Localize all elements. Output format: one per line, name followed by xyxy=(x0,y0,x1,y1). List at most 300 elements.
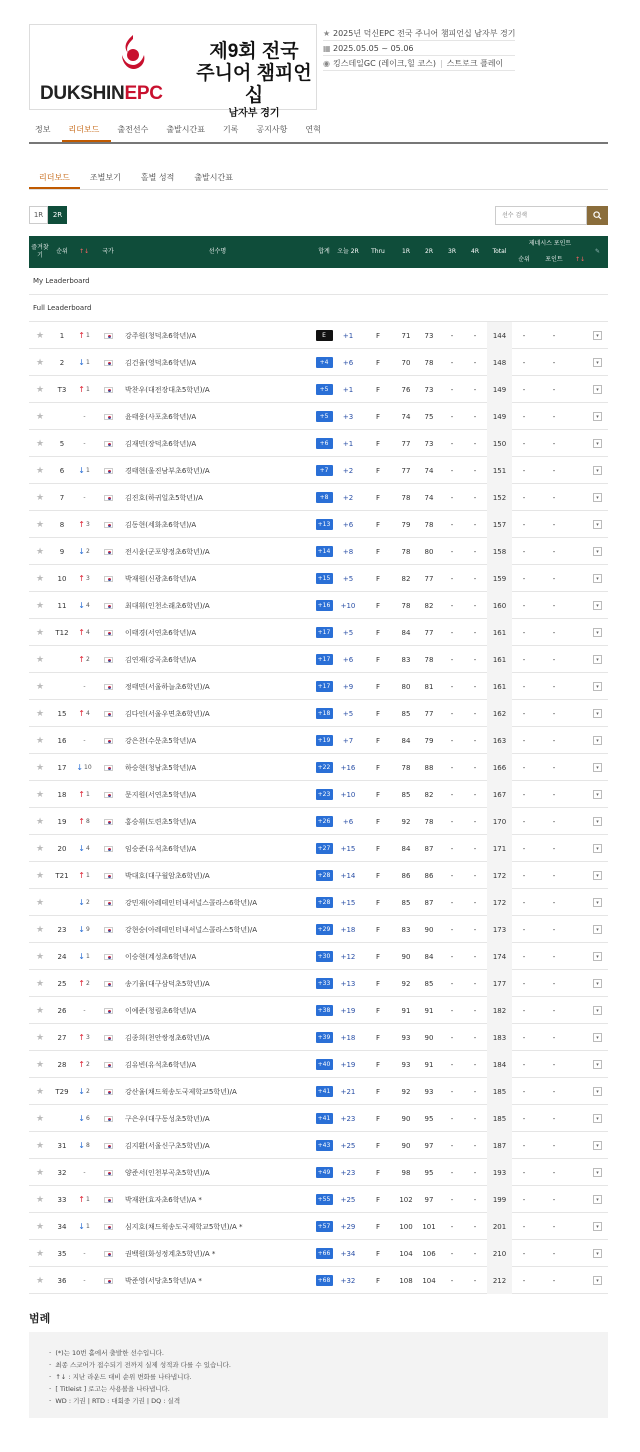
table-row xyxy=(29,430,608,457)
expand-button[interactable]: ▾ xyxy=(593,1033,602,1042)
player-name[interactable]: 하승현(청남초5학년)/A xyxy=(125,763,197,772)
expand-cell xyxy=(587,700,608,727)
player-name[interactable]: 강산율(채드윅송도국제학교5학년)/A xyxy=(125,1087,237,1096)
position-cell: 16 xyxy=(57,736,67,745)
score-badge: +8 xyxy=(316,492,333,503)
favorite-cell[interactable] xyxy=(29,484,51,511)
star-icon[interactable]: ★ xyxy=(35,1086,45,1097)
total-par-cell xyxy=(314,322,334,349)
move-cell xyxy=(73,619,95,646)
grank-cell: - xyxy=(522,358,526,367)
total-par-cell xyxy=(314,970,334,997)
favorite-cell[interactable] xyxy=(29,727,51,754)
expand-button[interactable]: ▾ xyxy=(593,871,602,880)
arrow-down-icon: ↓ xyxy=(78,925,85,934)
star-icon[interactable]: ★ xyxy=(35,546,45,557)
star-icon[interactable]: ★ xyxy=(35,708,45,719)
tournament-logo xyxy=(29,24,317,119)
player-name[interactable]: 김지환(서울신구초5학년)/A xyxy=(125,1141,210,1150)
player-name[interactable]: 김연재(강곡초6학년)/A xyxy=(125,655,197,664)
expand-cell xyxy=(587,592,608,619)
r4-cell: - xyxy=(473,1195,477,1204)
favorite-cell[interactable] xyxy=(29,1051,51,1078)
grank-cell: - xyxy=(522,574,526,583)
nation-cell xyxy=(95,700,121,727)
star-icon[interactable]: ★ xyxy=(35,924,45,935)
star-icon[interactable]: ★ xyxy=(35,1248,45,1259)
star-icon[interactable]: ★ xyxy=(35,627,45,638)
gpts-cell: - xyxy=(552,871,556,880)
today-score: +13 xyxy=(340,979,356,988)
search-input[interactable] xyxy=(495,206,587,225)
expand-button[interactable]: ▾ xyxy=(593,817,602,826)
total-cell: 161 xyxy=(492,628,507,637)
main-tab-2[interactable]: 출전선수 xyxy=(117,125,149,134)
nation-cell xyxy=(95,1051,121,1078)
r1-cell: 76 xyxy=(401,385,411,394)
today-score: +6 xyxy=(342,817,354,826)
position-cell: 31 xyxy=(57,1141,67,1150)
total-par-cell xyxy=(314,727,334,754)
r3-cell: - xyxy=(450,1033,454,1042)
player-name[interactable]: 강민재(아레테인터내셔널스콜라스6학년)/A xyxy=(125,898,258,907)
sub-tab-0[interactable]: 리더보드 xyxy=(29,168,80,189)
favorite-cell[interactable] xyxy=(29,673,51,700)
score-badge: +6 xyxy=(316,438,333,449)
move-cell xyxy=(73,511,95,538)
gpts-cell: - xyxy=(552,844,556,853)
player-name[interactable]: 김동현(세화초6학년)/A xyxy=(125,520,197,529)
sub-tab-3[interactable]: 출발시간표 xyxy=(194,173,233,182)
favorite-cell[interactable] xyxy=(29,970,51,997)
star-icon[interactable]: ★ xyxy=(35,519,45,530)
player-name[interactable]: 윤태웅(사포초6학년)/A xyxy=(125,412,197,421)
r4-cell: - xyxy=(473,1141,477,1150)
star-icon[interactable]: ★ xyxy=(35,600,45,611)
grank-cell: - xyxy=(522,628,526,637)
star-icon[interactable]: ★ xyxy=(35,438,45,449)
star-icon[interactable]: ★ xyxy=(35,978,45,989)
r2-cell: 90 xyxy=(424,925,434,934)
gpts-cell: - xyxy=(552,655,556,664)
expand-button[interactable]: ▾ xyxy=(593,979,602,988)
star-icon[interactable]: ★ xyxy=(35,1221,45,1232)
r2-cell: 80 xyxy=(424,547,434,556)
player-name[interactable]: 이예준(청림초6학년)/A xyxy=(125,1006,197,1015)
table-row xyxy=(29,862,608,889)
position-cell: T12 xyxy=(55,628,69,637)
today-score: +5 xyxy=(342,574,354,583)
star-icon[interactable]: ★ xyxy=(35,870,45,881)
star-icon[interactable]: ★ xyxy=(35,411,45,422)
expand-button[interactable]: ▾ xyxy=(593,601,602,610)
total-cell: 149 xyxy=(492,412,507,421)
r1-cell: 84 xyxy=(401,628,411,637)
star-icon[interactable]: ★ xyxy=(35,1059,45,1070)
move-cell xyxy=(73,592,95,619)
star-icon[interactable]: ★ xyxy=(35,951,45,962)
round-button-2R[interactable]: 2R xyxy=(48,206,67,224)
expand-button[interactable]: ▾ xyxy=(593,1222,602,1231)
expand-button[interactable]: ▾ xyxy=(593,925,602,934)
favorite-cell[interactable] xyxy=(29,511,51,538)
favorite-cell[interactable] xyxy=(29,997,51,1024)
move-number: 1 xyxy=(85,359,90,366)
expand-button[interactable]: ▾ xyxy=(593,1087,602,1096)
r2-cell: 87 xyxy=(424,898,434,907)
main-tab-0[interactable]: 정보 xyxy=(35,125,51,134)
star-icon[interactable]: ★ xyxy=(35,384,45,395)
favorite-cell[interactable] xyxy=(29,943,51,970)
player-name[interactable]: 강주원(청덕초6학년)/A xyxy=(125,331,197,340)
thru-cell: F xyxy=(375,844,381,853)
expand-button[interactable]: ▾ xyxy=(593,1168,602,1177)
favorite-cell[interactable] xyxy=(29,376,51,403)
total-par-cell xyxy=(314,808,334,835)
r4-cell: - xyxy=(473,817,477,826)
star-icon[interactable]: ★ xyxy=(35,1032,45,1043)
favorite-cell[interactable] xyxy=(29,1267,51,1294)
total-par-cell xyxy=(314,430,334,457)
nation-cell xyxy=(95,349,121,376)
nation-cell xyxy=(95,1078,121,1105)
arrow-down-icon: ↓ xyxy=(76,763,84,772)
score-badge: +27 xyxy=(316,843,333,854)
table-row xyxy=(29,943,608,970)
favorite-cell[interactable] xyxy=(29,1159,51,1186)
grank-cell: - xyxy=(522,1222,526,1231)
total-cell: 173 xyxy=(492,925,507,934)
today-score: +23 xyxy=(340,1114,356,1123)
player-name[interactable]: 이승현(계성초6학년)/A xyxy=(125,952,197,961)
legend-item: - WD : 기권 | RTD : 대회중 기권 | DQ : 실격 xyxy=(49,1394,608,1406)
favorite-cell[interactable] xyxy=(29,403,51,430)
score-badge: +68 xyxy=(316,1275,333,1286)
score-badge: +5 xyxy=(316,411,333,422)
player-name[interactable]: 강현승(아레테인터내셔널스콜라스5학년)/A xyxy=(125,925,258,934)
favorite-cell[interactable] xyxy=(29,835,51,862)
star-icon[interactable]: ★ xyxy=(35,1194,45,1205)
favorite-cell[interactable] xyxy=(29,808,51,835)
grank-cell: - xyxy=(522,682,526,691)
favorite-cell[interactable] xyxy=(29,889,51,916)
sub-tab-2[interactable]: 홀별 성적 xyxy=(140,173,175,182)
favorite-cell[interactable] xyxy=(29,619,51,646)
thru-cell: F xyxy=(375,358,381,367)
thru-cell: F xyxy=(375,1168,381,1177)
expand-button[interactable]: ▾ xyxy=(593,1060,602,1069)
favorite-cell[interactable] xyxy=(29,646,51,673)
expand-button[interactable]: ▾ xyxy=(593,655,602,664)
table-row xyxy=(29,511,608,538)
korea-flag-icon xyxy=(104,954,113,960)
position-cell: 33 xyxy=(57,1195,67,1204)
star-icon[interactable]: ★ xyxy=(35,1005,45,1016)
player-name[interactable]: 전시윤(군포양정초6학년)/A xyxy=(125,547,210,556)
today-score: +12 xyxy=(340,952,356,961)
star-icon[interactable]: ★ xyxy=(35,1113,45,1124)
expand-button[interactable]: ▾ xyxy=(593,439,602,448)
header-pos: 순위 xyxy=(56,248,68,255)
move-number: 8 xyxy=(85,1142,90,1149)
position-cell: 23 xyxy=(57,925,67,934)
expand-button[interactable]: ▾ xyxy=(593,1249,602,1258)
favorite-cell[interactable] xyxy=(29,1240,51,1267)
thru-cell: F xyxy=(375,1033,381,1042)
player-name[interactable]: 김건율(영덕초6학년)/A xyxy=(125,358,197,367)
korea-flag-icon xyxy=(104,765,113,771)
expand-button[interactable]: ▾ xyxy=(593,331,602,340)
today-score: +19 xyxy=(340,1060,356,1069)
player-name[interactable]: 김재민(장덕초6학년)/A xyxy=(125,439,197,448)
expand-button[interactable]: ▾ xyxy=(593,1141,602,1150)
expand-button[interactable]: ▾ xyxy=(593,493,602,502)
move-number: - xyxy=(83,683,86,690)
favorite-cell[interactable] xyxy=(29,457,51,484)
expand-button[interactable]: ▾ xyxy=(593,682,602,691)
move-cell xyxy=(73,970,95,997)
expand-button[interactable]: ▾ xyxy=(593,844,602,853)
move-cell xyxy=(73,349,95,376)
total-par-cell xyxy=(314,781,334,808)
star-icon[interactable]: ★ xyxy=(35,1167,45,1178)
star-icon[interactable]: ★ xyxy=(35,762,45,773)
score-badge: +19 xyxy=(316,735,333,746)
sub-tab-1[interactable]: 조별보기 xyxy=(89,173,121,182)
expand-button[interactable]: ▾ xyxy=(593,1114,602,1123)
score-badge: +16 xyxy=(316,600,333,611)
r3-cell: - xyxy=(450,1222,454,1231)
r2-cell: 84 xyxy=(424,952,434,961)
r4-cell: - xyxy=(473,844,477,853)
main-tab-1[interactable]: 리더보드 xyxy=(62,120,111,142)
star-icon[interactable]: ★ xyxy=(35,465,45,476)
player-name[interactable]: 김종희(천안쌍정초6학년)/A xyxy=(125,1033,210,1042)
r1-cell: 70 xyxy=(401,358,411,367)
expand-button[interactable]: ▾ xyxy=(593,763,602,772)
favorite-cell[interactable] xyxy=(29,565,51,592)
star-icon[interactable]: ★ xyxy=(35,1275,45,1286)
expand-button[interactable]: ▾ xyxy=(593,898,602,907)
expand-button[interactable]: ▾ xyxy=(593,574,602,583)
round-button-1R[interactable]: 1R xyxy=(29,206,48,224)
score-badge: +13 xyxy=(316,519,333,530)
header-tool-icon: ✎ xyxy=(594,248,601,255)
total-par-cell xyxy=(314,484,334,511)
move-cell xyxy=(73,727,95,754)
position-cell: 15 xyxy=(57,709,67,718)
grank-cell: - xyxy=(522,925,526,934)
total-cell: 185 xyxy=(492,1087,507,1096)
favorite-cell[interactable] xyxy=(29,538,51,565)
player-name[interactable]: 김유빈(유석초6학년)/A xyxy=(125,1060,197,1069)
header-thru: Thru xyxy=(371,248,385,255)
star-icon[interactable]: ★ xyxy=(35,843,45,854)
player-name[interactable]: 임승준(유석초6학년)/A xyxy=(125,844,197,853)
favorite-cell[interactable] xyxy=(29,754,51,781)
player-name[interactable]: 박재완(효자초6학년)/A * xyxy=(125,1195,202,1204)
table-row xyxy=(29,1105,608,1132)
r2-cell: 77 xyxy=(424,628,434,637)
r2-cell: 88 xyxy=(424,763,434,772)
main-tab-6[interactable]: 연혁 xyxy=(305,125,321,134)
thru-cell: F xyxy=(375,1114,381,1123)
player-name[interactable]: 박준영(서당초5학년)/A * xyxy=(125,1276,202,1285)
player-name[interactable]: 강은찬(수문초5학년)/A xyxy=(125,736,197,745)
favorite-cell[interactable] xyxy=(29,322,51,349)
search-button[interactable] xyxy=(587,206,608,225)
expand-button[interactable]: ▾ xyxy=(593,790,602,799)
r3-cell: - xyxy=(450,871,454,880)
favorite-cell[interactable] xyxy=(29,430,51,457)
star-icon[interactable]: ★ xyxy=(35,897,45,908)
header-genesis-rank: 순위 xyxy=(518,256,530,263)
main-tab-3[interactable]: 출발시간표 xyxy=(166,125,205,134)
expand-button[interactable]: ▾ xyxy=(593,736,602,745)
expand-button[interactable]: ▾ xyxy=(593,547,602,556)
move-number: 8 xyxy=(85,818,90,825)
player-name[interactable]: 문지원(서연초5학년)/A xyxy=(125,790,197,799)
total-cell: 161 xyxy=(492,655,507,664)
favorite-cell[interactable] xyxy=(29,1213,51,1240)
tournament-dates: 2025.05.05 ~ 05.06 xyxy=(333,43,414,53)
move-cell xyxy=(73,1024,95,1051)
position-cell: 6 xyxy=(59,466,65,475)
star-icon[interactable]: ★ xyxy=(35,573,45,584)
korea-flag-icon xyxy=(104,981,113,987)
r3-cell: - xyxy=(450,1006,454,1015)
table-row xyxy=(29,457,608,484)
player-name[interactable]: 최대휘(인천소래초6학년)/A xyxy=(125,601,210,610)
player-name[interactable]: 박대호(대구월암초6학년)/A xyxy=(125,871,210,880)
total-par-cell xyxy=(314,1105,334,1132)
total-cell: 150 xyxy=(492,439,507,448)
expand-button[interactable]: ▾ xyxy=(593,952,602,961)
r4-cell: - xyxy=(473,736,477,745)
move-cell xyxy=(73,808,95,835)
star-icon[interactable]: ★ xyxy=(35,654,45,665)
player-name[interactable]: 권백원(화성정계초5학년)/A * xyxy=(125,1249,216,1258)
gpts-cell: - xyxy=(552,574,556,583)
expand-button[interactable]: ▾ xyxy=(593,520,602,529)
favorite-cell[interactable] xyxy=(29,1132,51,1159)
r3-cell: - xyxy=(450,520,454,529)
favorite-cell[interactable] xyxy=(29,700,51,727)
star-icon[interactable]: ★ xyxy=(35,1140,45,1151)
gpts-cell: - xyxy=(552,331,556,340)
player-name[interactable]: 김다인(서울우면초6학년)/A xyxy=(125,709,210,718)
expand-cell xyxy=(587,1240,608,1267)
expand-cell xyxy=(587,835,608,862)
player-name[interactable]: 정태민(서울하늘초6학년)/A xyxy=(125,682,210,691)
move-number: 1 xyxy=(85,1196,90,1203)
thru-cell: F xyxy=(375,547,381,556)
star-icon[interactable]: ★ xyxy=(35,816,45,827)
star-icon[interactable]: ★ xyxy=(35,735,45,746)
r4-cell: - xyxy=(473,1249,477,1258)
player-name[interactable]: 양준서(인천부곡초5학년)/A xyxy=(125,1168,210,1177)
favorite-cell[interactable] xyxy=(29,1024,51,1051)
nation-cell xyxy=(95,565,121,592)
header-genesis-points: 포인트 xyxy=(545,256,563,263)
arrow-down-icon: ↓ xyxy=(78,1087,85,1096)
header-r2: 2R xyxy=(425,248,433,255)
expand-button[interactable]: ▾ xyxy=(593,1276,602,1285)
player-name[interactable]: 박재원(신광초6학년)/A xyxy=(125,574,197,583)
r2-cell: 101 xyxy=(422,1222,436,1231)
player-name[interactable]: 김진호(하귀일초5학년)/A xyxy=(125,493,203,502)
r3-cell: - xyxy=(450,952,454,961)
r3-cell: - xyxy=(450,898,454,907)
gpts-cell: - xyxy=(552,736,556,745)
today-score: +1 xyxy=(342,331,354,340)
total-cell: 144 xyxy=(492,331,507,340)
logo-title-line2: 주니어 챔피언십 xyxy=(196,63,312,106)
expand-button[interactable]: ▾ xyxy=(593,1195,602,1204)
expand-button[interactable]: ▾ xyxy=(593,709,602,718)
grank-cell: - xyxy=(522,1006,526,1015)
favorite-cell[interactable] xyxy=(29,592,51,619)
player-name[interactable]: 박찬우(대전장대초5학년)/A xyxy=(125,385,210,394)
favorite-cell[interactable] xyxy=(29,781,51,808)
r1-cell: 85 xyxy=(401,709,411,718)
favorite-cell[interactable] xyxy=(29,862,51,889)
expand-button[interactable]: ▾ xyxy=(593,358,602,367)
favorite-cell[interactable] xyxy=(29,1078,51,1105)
expand-button[interactable]: ▾ xyxy=(593,1006,602,1015)
player-name[interactable]: 이태경(서연초6학년)/A xyxy=(125,628,197,637)
star-icon[interactable]: ★ xyxy=(35,681,45,692)
score-badge: +26 xyxy=(316,816,333,827)
star-icon[interactable]: ★ xyxy=(35,330,45,341)
today-score: +3 xyxy=(342,412,354,421)
star-icon[interactable]: ★ xyxy=(35,789,45,800)
star-icon[interactable]: ★ xyxy=(35,357,45,368)
header-today: 오늘 2R xyxy=(337,248,359,255)
star-icon[interactable]: ★ xyxy=(35,492,45,503)
expand-button[interactable]: ▾ xyxy=(593,466,602,475)
position-cell: 19 xyxy=(57,817,67,826)
player-name[interactable]: 송기율(대구삼덕초5학년)/A xyxy=(125,979,210,988)
player-name[interactable]: 구은우(대구동성초5학년)/A xyxy=(125,1114,210,1123)
total-par-cell xyxy=(314,1051,334,1078)
position-cell: 8 xyxy=(59,520,65,529)
korea-flag-icon xyxy=(104,1197,113,1203)
r1-cell: 98 xyxy=(401,1168,411,1177)
favorite-cell[interactable] xyxy=(29,916,51,943)
main-tab-4[interactable]: 기록 xyxy=(222,125,239,134)
grank-cell: - xyxy=(522,1168,526,1177)
expand-button[interactable]: ▾ xyxy=(593,628,602,637)
move-number: - xyxy=(83,737,86,744)
favorite-cell[interactable] xyxy=(29,349,51,376)
player-name[interactable]: 홍승휘(도련초5학년)/A xyxy=(125,817,197,826)
main-tab-5[interactable]: 공지사항 xyxy=(256,125,288,134)
player-name[interactable]: 경태현(울진남부초6학년)/A xyxy=(125,466,210,475)
player-name[interactable]: 심지호(채드윅송도국제학교5학년)/A * xyxy=(125,1222,243,1231)
favorite-cell[interactable] xyxy=(29,1105,51,1132)
expand-button[interactable]: ▾ xyxy=(593,385,602,394)
favorite-cell[interactable] xyxy=(29,1186,51,1213)
grank-cell: - xyxy=(522,736,526,745)
today-score: +16 xyxy=(340,763,356,772)
r2-cell: 73 xyxy=(424,439,434,448)
expand-button[interactable]: ▾ xyxy=(593,412,602,421)
r1-cell: 85 xyxy=(401,898,411,907)
arrow-down-icon: ↓ xyxy=(78,898,85,907)
move-number: - xyxy=(83,494,86,501)
table-row xyxy=(29,781,608,808)
